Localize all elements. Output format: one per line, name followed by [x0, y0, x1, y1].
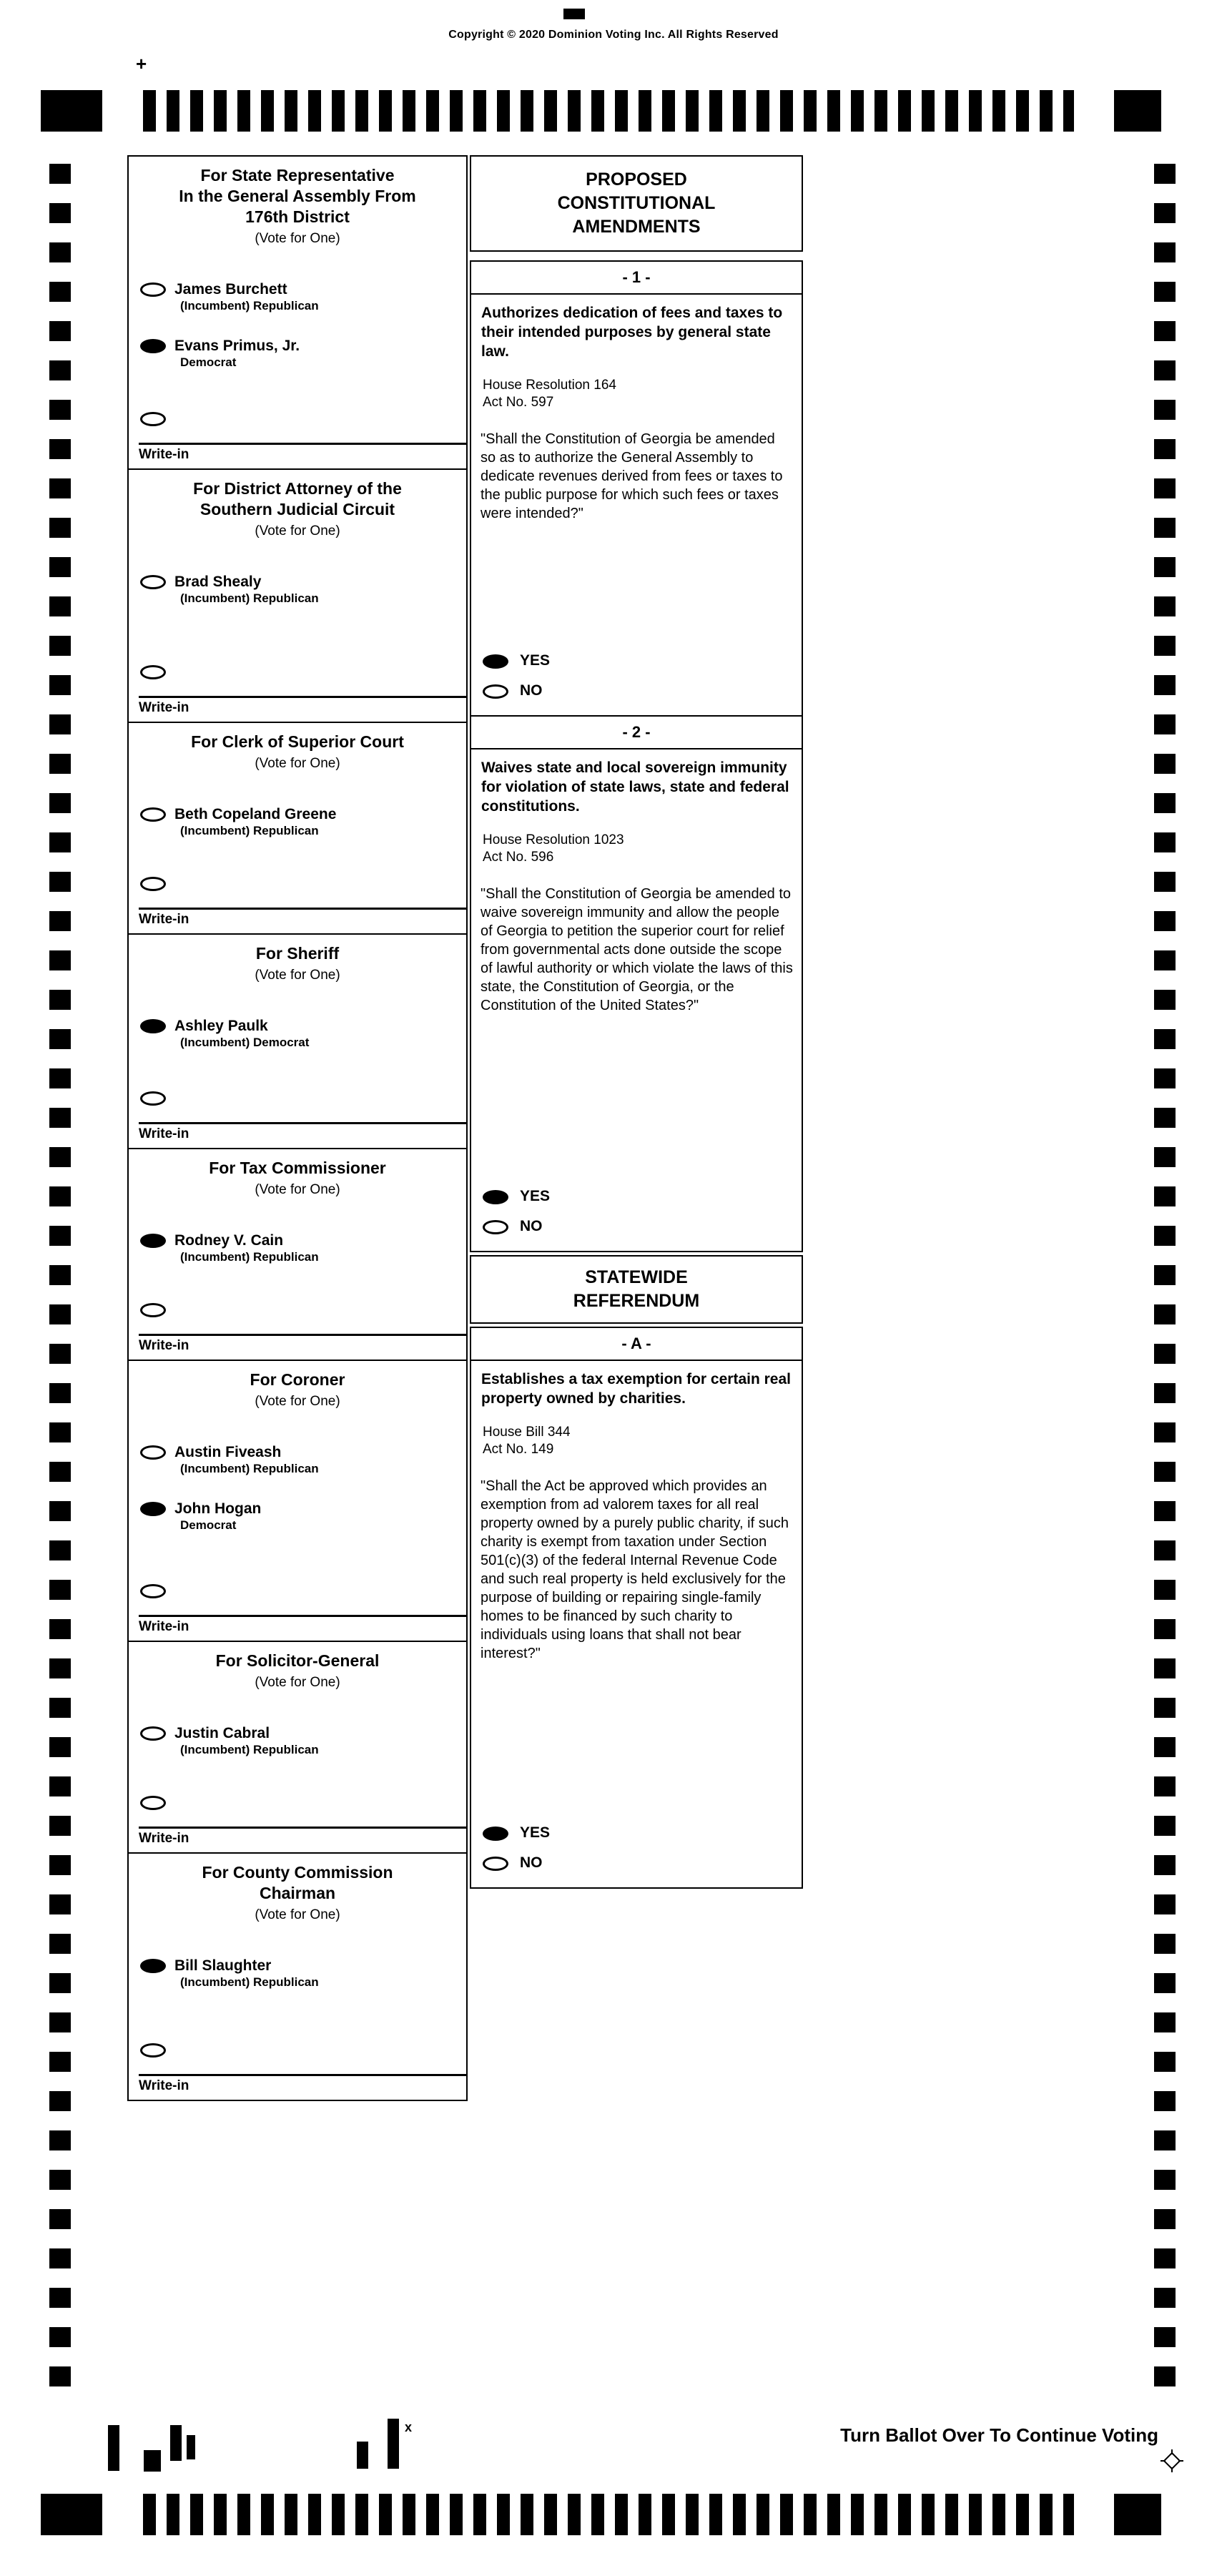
write-in-label: Write-in	[139, 1831, 189, 1846]
yes-label: YES	[520, 1188, 551, 1204]
candidate-options	[129, 993, 466, 1050]
candidate-text	[174, 1957, 319, 1990]
ballot-oval[interactable]	[140, 282, 166, 297]
write-in-section	[129, 412, 466, 468]
no-label: NO	[520, 682, 543, 699]
candidate-party: (Incumbent) Republican	[180, 824, 319, 837]
contest-clerk-superior-court	[127, 722, 468, 935]
yes-oval[interactable]	[483, 654, 508, 669]
write-in-section	[129, 665, 466, 722]
candidate-row	[140, 1018, 459, 1050]
candidate-party: (Incumbent) Democrat	[180, 1036, 310, 1049]
ballot-oval[interactable]	[140, 807, 166, 822]
write-in-section	[129, 2043, 466, 2100]
candidate-row	[140, 1725, 459, 1757]
candidate-options	[129, 257, 466, 370]
candidate-options	[129, 1420, 466, 1533]
measure-summary: Authorizes dedication of fees and taxes to their intended purposes by general state law.	[481, 305, 783, 360]
write-in-section	[129, 1584, 466, 1641]
timing-marks-left-column	[49, 164, 71, 2389]
write-in-line[interactable]	[139, 443, 466, 445]
copyright-notice: Copyright © 2020 Dominion Voting Inc. All Rights Reserved	[448, 29, 779, 41]
write-in-label: Write-in	[139, 1619, 189, 1634]
contests-column	[127, 155, 468, 2101]
write-in-label: Write-in	[139, 2078, 189, 2093]
candidate-party: Democrat	[180, 1518, 237, 1532]
contest-instruction: (Vote for One)	[255, 1182, 340, 1197]
contest-instruction: (Vote for One)	[255, 756, 340, 771]
candidate-party: (Incumbent) Republican	[180, 1743, 319, 1756]
write-in-label: Write-in	[139, 700, 189, 715]
measure-question: "Shall the Act be approved which provides an exemption from ad valorem taxes for all real property owned by a purely public charity, if such charity is exempt from taxation under Section 501(c)(3) of the federal Internal Revenue Code and such real property is held exclusively for the purpose of building or repairing single-family homes to be financed by such charity to individuals using loans that shall not bear interest?"	[481, 1478, 789, 1661]
contest-instruction: (Vote for One)	[255, 231, 340, 246]
barcode-mark	[144, 2450, 161, 2472]
candidate-name: Bill Slaughter	[174, 1957, 272, 1974]
candidate-text	[174, 1500, 261, 1533]
registration-plus-mark: +	[136, 53, 147, 74]
write-in-section	[129, 1796, 466, 1852]
contest-instruction: (Vote for One)	[255, 1675, 340, 1690]
contest-title: For Sheriff	[255, 944, 340, 963]
timing-bars	[143, 90, 1074, 132]
write-in-line[interactable]	[139, 908, 466, 910]
write-in-label: Write-in	[139, 1126, 189, 1141]
barcode-mark	[388, 2419, 399, 2469]
candidate-options	[129, 1933, 466, 1990]
no-oval[interactable]	[483, 1220, 508, 1234]
contest-instruction: (Vote for One)	[255, 1394, 340, 1409]
timing-block-right	[1114, 90, 1161, 132]
yes-row	[483, 1188, 802, 1205]
candidate-options	[129, 549, 466, 606]
write-in-oval[interactable]	[140, 2043, 166, 2058]
write-in-line[interactable]	[139, 1615, 466, 1617]
measure-question: "Shall the Constitution of Georgia be amended to waive sovereign immunity and allow the people of Georgia to petition the superior court for relief from governmental acts done outside the scope of lawful authority or which violate the laws of this state, the Constitution of Georgia, or the Constitution of the United States?"	[481, 886, 793, 1013]
ballot-oval[interactable]	[140, 575, 166, 589]
candidate-row	[140, 1957, 459, 1990]
ballot-oval[interactable]	[140, 1019, 166, 1033]
candidate-text	[174, 1018, 309, 1050]
referendum-a-body	[470, 1360, 803, 1889]
contest-sheriff	[127, 933, 468, 1149]
candidate-name: Evans Primus, Jr.	[174, 338, 300, 354]
amendment-2-number: - 2 -	[470, 715, 803, 749]
write-in-section	[129, 1091, 466, 1148]
write-in-section	[129, 877, 466, 933]
timing-block-left	[41, 2494, 102, 2535]
yes-no-options	[471, 1824, 802, 1887]
contest-instruction: (Vote for One)	[255, 1907, 340, 1922]
contest-title: For State Representative In the General Assembly From 176th District	[179, 166, 416, 226]
no-row	[483, 1854, 802, 1872]
no-row	[483, 682, 802, 699]
ballot-oval[interactable]	[140, 1502, 166, 1516]
yes-oval[interactable]	[483, 1827, 508, 1841]
timing-bars	[143, 2494, 1074, 2535]
referendum-a-number: - A -	[470, 1327, 803, 1361]
measure-references: House Resolution 1023 Act No. 596	[483, 832, 624, 865]
contest-title: For Tax Commissioner	[209, 1159, 386, 1177]
contest-title: For Coroner	[250, 1370, 345, 1389]
contest-tax-commissioner	[127, 1148, 468, 1361]
candidate-party: (Incumbent) Republican	[180, 299, 319, 313]
no-oval[interactable]	[483, 684, 508, 699]
top-edge-mark	[563, 9, 585, 19]
candidate-party: (Incumbent) Republican	[180, 1250, 319, 1264]
contest-title: For Solicitor-General	[215, 1651, 380, 1670]
amendment-1-number: - 1 -	[470, 260, 803, 295]
contest-district-attorney	[127, 468, 468, 723]
contest-solicitor-general	[127, 1641, 468, 1854]
referendum-header: STATEWIDE REFERENDUM	[470, 1255, 803, 1324]
no-row	[483, 1218, 802, 1235]
candidate-text	[174, 338, 300, 370]
write-in-oval[interactable]	[140, 1091, 166, 1106]
write-in-oval[interactable]	[140, 665, 166, 679]
ballot-oval[interactable]	[140, 1959, 166, 1973]
candidate-name: Brad Shealy	[174, 574, 262, 590]
candidate-party: (Incumbent) Republican	[180, 1462, 319, 1475]
candidate-name: Justin Cabral	[174, 1725, 270, 1741]
candidate-name: Austin Fiveash	[174, 1444, 282, 1460]
candidate-text	[174, 1232, 319, 1264]
write-in-oval[interactable]	[140, 1303, 166, 1317]
ballot-oval[interactable]	[140, 339, 166, 353]
write-in-section	[129, 1303, 466, 1360]
candidate-row	[140, 1444, 459, 1476]
candidate-options	[129, 1701, 466, 1757]
candidate-name: Ashley Paulk	[174, 1018, 268, 1034]
candidate-party: (Incumbent) Republican	[180, 1975, 319, 1989]
write-in-oval[interactable]	[140, 1796, 166, 1810]
barcode-mark	[108, 2425, 119, 2471]
write-in-label: Write-in	[139, 1338, 189, 1353]
candidate-text	[174, 1725, 319, 1757]
yes-row	[483, 652, 802, 669]
contest-coroner	[127, 1360, 468, 1642]
measure-references: House Resolution 164 Act No. 597	[483, 378, 616, 410]
timing-marks-right-column	[1154, 164, 1176, 2389]
contest-title: For Clerk of Superior Court	[191, 732, 404, 751]
contest-title: For County Commission Chairman	[202, 1863, 393, 1902]
turn-ballot-over-text: Turn Ballot Over To Continue Voting	[840, 2424, 1158, 2446]
measure-question: "Shall the Constitution of Georgia be amended so as to authorize the General Assembly to dedicate revenues derived from fees or taxes to the public purpose for which such fees or taxes were intended?"	[481, 431, 783, 521]
candidate-text	[174, 806, 336, 838]
contest-instruction: (Vote for One)	[255, 968, 340, 983]
write-in-oval[interactable]	[140, 877, 166, 891]
amendment-2-body	[470, 748, 803, 1252]
candidate-row	[140, 338, 459, 370]
timing-marks-top	[0, 90, 1227, 132]
write-in-line[interactable]	[139, 696, 466, 698]
write-in-oval[interactable]	[140, 412, 166, 426]
yes-oval[interactable]	[483, 1190, 508, 1204]
ballot-oval[interactable]	[140, 1234, 166, 1248]
registration-mark-icon	[1160, 2449, 1184, 2473]
yes-row	[483, 1824, 802, 1842]
candidate-name: Beth Copeland Greene	[174, 806, 337, 822]
candidate-text	[174, 281, 319, 313]
candidate-row	[140, 574, 459, 606]
ballot-oval[interactable]	[140, 1445, 166, 1460]
candidate-options	[129, 782, 466, 838]
candidate-text	[174, 574, 319, 606]
candidate-name: Rodney V. Cain	[174, 1232, 284, 1249]
amendment-1-body	[470, 293, 803, 717]
timing-block-right	[1114, 2494, 1161, 2535]
contest-county-commission-chairman	[127, 1852, 468, 2101]
candidate-party: Democrat	[180, 355, 237, 369]
contest-title: For District Attorney of the Southern Judicial Circuit	[193, 479, 402, 518]
write-in-label: Write-in	[139, 912, 189, 927]
candidate-row	[140, 806, 459, 838]
yes-label: YES	[520, 652, 551, 669]
yes-no-options	[471, 1188, 802, 1251]
yes-no-options	[471, 652, 802, 715]
measure-summary: Waives state and local sovereign immunity for violation of state laws, state and federal constitutions.	[481, 759, 789, 815]
candidate-row	[140, 1232, 459, 1264]
contest-state-representative	[127, 155, 468, 470]
candidate-row	[140, 281, 459, 313]
write-in-line[interactable]	[139, 1122, 466, 1124]
amendments-header: PROPOSED CONSTITUTIONAL AMENDMENTS	[470, 155, 803, 252]
candidate-row	[140, 1500, 459, 1533]
candidate-options	[129, 1208, 466, 1264]
measures-column	[470, 155, 803, 1889]
candidate-name: James Burchett	[174, 281, 287, 298]
ballot-oval[interactable]	[140, 1726, 166, 1741]
yes-label: YES	[520, 1824, 551, 1841]
candidate-name: John Hogan	[174, 1500, 262, 1517]
timing-block-left	[41, 90, 102, 132]
barcode-mark	[357, 2442, 368, 2469]
candidate-party: (Incumbent) Republican	[180, 591, 319, 605]
barcode-mark	[170, 2425, 182, 2461]
barcode-mark	[187, 2435, 195, 2459]
contest-instruction: (Vote for One)	[255, 523, 340, 539]
x-mark: x	[405, 2420, 413, 2434]
write-in-line[interactable]	[139, 2074, 466, 2076]
write-in-line[interactable]	[139, 1827, 466, 1829]
write-in-oval[interactable]	[140, 1584, 166, 1598]
candidate-text	[174, 1444, 319, 1476]
no-label: NO	[520, 1218, 543, 1234]
no-label: NO	[520, 1854, 543, 1871]
measure-references: House Bill 344 Act No. 149	[483, 1425, 571, 1457]
write-in-label: Write-in	[139, 447, 189, 462]
write-in-line[interactable]	[139, 1334, 466, 1336]
no-oval[interactable]	[483, 1857, 508, 1871]
timing-marks-bottom	[0, 2494, 1227, 2535]
measure-summary: Establishes a tax exemption for certain real property owned by charities.	[481, 1371, 792, 1407]
